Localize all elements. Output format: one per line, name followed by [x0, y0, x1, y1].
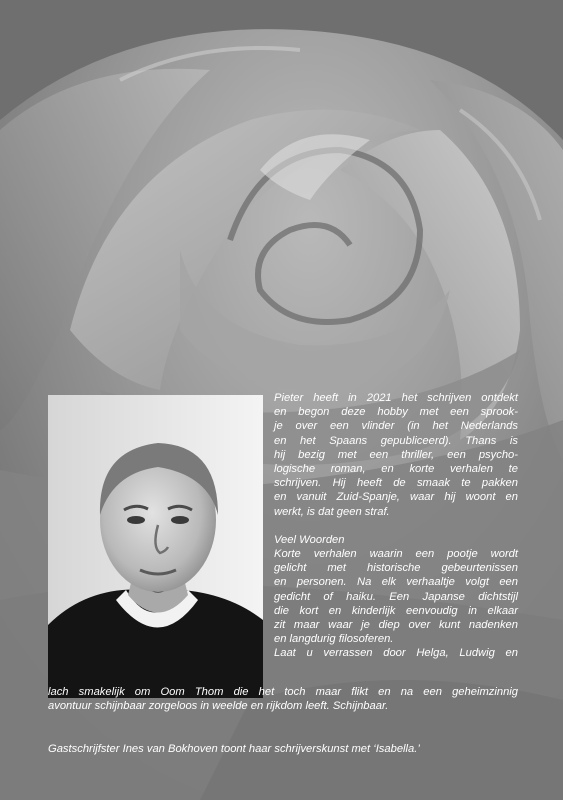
book-line: en personen. Na elk verhaaltje volgt een: [274, 576, 518, 589]
book-line: die kort en kinderlijk eenvoudig in elkaar: [274, 604, 518, 617]
guest-author-line: Gastschrijfster Ines van Bokhoven toont haar schrijverskunst met ‘Isabella.’: [48, 743, 420, 755]
book-line: Laat u verrassen door Helga, Ludwig en: [274, 647, 518, 660]
book-line: zit maar waar je diep over kunt nadenken: [274, 619, 518, 632]
bottom-line: lach smakelijk om Oom Thom die het toch maar flikt en na een geheimzinnig: [48, 686, 518, 698]
book-line: Korte verhalen waarin een pootje wordt: [274, 548, 518, 561]
bio-line: en begon deze hobby met een sprook-: [274, 406, 518, 419]
bio-line: Pieter heeft in 2021 het schrijven ontdekt: [274, 392, 518, 404]
bio-line: werkt, is dat geen straf.: [274, 505, 390, 518]
author-portrait-icon: [48, 395, 263, 698]
book-line: gedicht of haiku. Een Japanse dichtstijl: [274, 590, 518, 603]
bio-line: logische roman, en korte verhalen te: [274, 463, 518, 476]
bio-line: je over een vlinder (in het Nederlands: [274, 420, 518, 433]
book-description-continued: [48, 685, 518, 713]
bio-line: en het Spaans gepubliceerd). Thans is: [274, 434, 518, 447]
author-photo: [48, 395, 263, 698]
author-bio: [274, 391, 518, 661]
bio-line: en vanuit Zuid-Spanje, waar hij woont en: [274, 491, 518, 504]
bio-line: schrijven. Hij heeft de smaak te pakken: [274, 477, 518, 490]
bottom-line: avontuur schijnbaar zorgeloos in weelde en rijkdom leeft. Schijnbaar.: [48, 700, 389, 713]
book-line: en langdurig filosoferen.: [274, 633, 394, 646]
book-line: gelicht met historische gebeurtenissen: [274, 562, 518, 575]
bio-line: hij bezig met een thriller, een psycho-: [274, 448, 518, 461]
book-title: Veel Woorden: [274, 533, 345, 546]
